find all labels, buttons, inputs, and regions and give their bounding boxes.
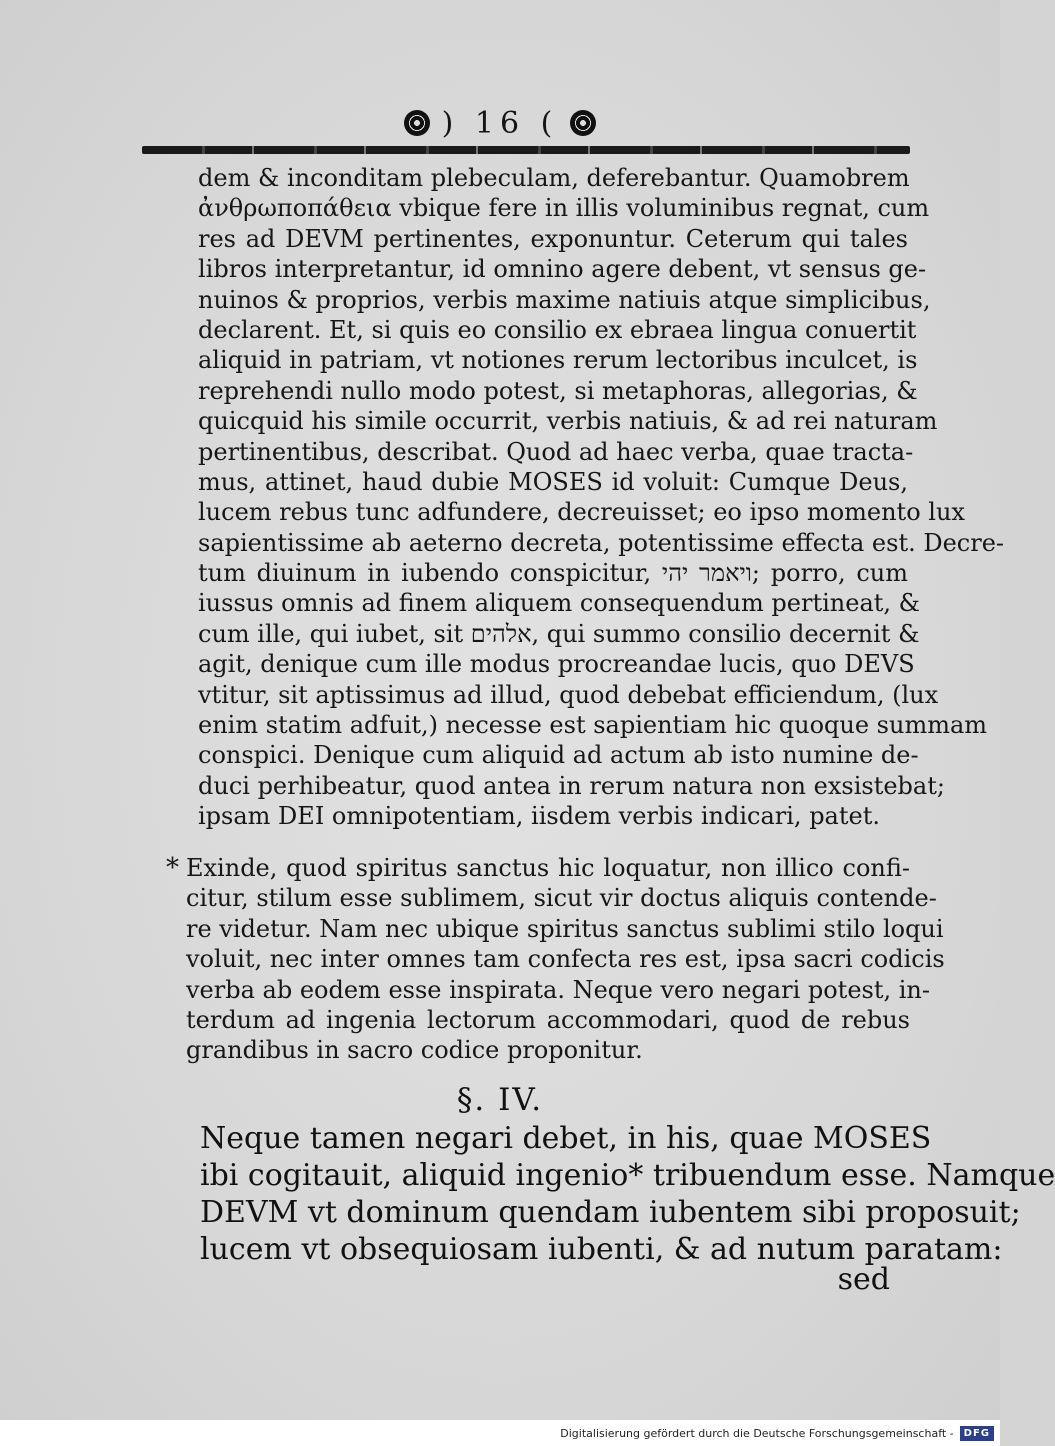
text-line: sapientissime ab aeterno decreta, potentissime effecta est. Decre- [198, 528, 1005, 557]
text-line: agit, denique cum ille modus procreandae lucis, quo DEVS [198, 650, 915, 679]
text-line: vtitur, sit aptissimus ad illud, quod debebat efficiendum, (lux [198, 680, 939, 709]
text-line: libros interpretantur, id omnino agere debent, vt sensus ge- [198, 255, 927, 284]
footnote-line: terdum ad ingenia lectorum accommodari, quod de rebus [186, 1005, 910, 1034]
text-line: iussus omnis ad finem aliquem consequendum pertineat, & [198, 589, 921, 618]
section-heading: §. IV. [456, 1082, 544, 1118]
text-line: cum ille, qui iubet, sit אלהים, qui summo consilio decernit & [198, 619, 920, 648]
footnote-marker: * [166, 853, 179, 883]
section-line: Neque tamen negari debet, in his, quae MOSES [200, 1121, 932, 1156]
footnote [166, 853, 945, 1066]
header-rule [142, 146, 910, 154]
text-line: pertinentibus, describat. Quod ad haec verba, quae tracta- [198, 437, 914, 466]
footnote-line: Exinde, quod spiritus sanctus hic loquatur, non illico confi- [186, 854, 910, 882]
page-header [0, 100, 1000, 146]
text-line: reprehendi nullo modo potest, si metaphoras, allegorias, & [198, 376, 918, 405]
digitization-footer [0, 1420, 1000, 1446]
text-line: conspici. Denique cum aliquid ad actum ab isto numine de- [198, 741, 919, 770]
section-text-block [200, 1120, 1055, 1268]
text-line: quicquid his simile occurrit, verbis natiuis, & ad rei naturam [198, 407, 938, 436]
text-line: nuinos & proprios, verbis maxime natiuis atque simplicibus, [198, 285, 931, 314]
funding-credit: Digitalisierung gefördert durch die Deutsche Forschungsgemeinschaft - [560, 1426, 954, 1440]
text-line: enim statim adfuit,) necesse est sapientiam hic quoque summam [198, 711, 988, 740]
footnote-line: voluit, nec inter omnes tam confecta res est, ipsa sacri codicis [186, 945, 945, 974]
text-line: declarent. Et, si quis eo consilio ex ebraea lingua conuertit [198, 315, 917, 344]
footnote-line: grandibus in sacro codice proponitur. [186, 1036, 643, 1065]
right-ornament-icon [570, 110, 596, 136]
footnote-line: verba ab eodem esse inspirata. Neque vero negari potest, in- [186, 975, 930, 1004]
footnote-line: citur, stilum esse sublimem, sicut vir doctus aliquis contende- [186, 884, 937, 913]
text-line: mus, attinet, haud dubie MOSES id voluit: Cumque Deus, [198, 467, 908, 496]
section-line: DEVM vt dominum quendam iubentem sibi proposuit; [200, 1195, 1021, 1230]
text-line: ipsam DEI omnipotentiam, iisdem verbis indicari, patet. [198, 802, 880, 831]
main-text-block [198, 163, 1005, 832]
text-line: duci perhibeatur, quod antea in rerum natura non exsistebat; [198, 771, 945, 800]
text-line: lucem rebus tunc adfundere, decreuisset; eo ipso momento lux [198, 498, 965, 527]
text-line: aliquid in patriam, vt notiones rerum lectoribus inculcet, is [198, 346, 918, 375]
dfg-logo: DFG [960, 1426, 994, 1441]
section-line: ibi cogitauit, aliquid ingenio* tribuendum esse. Namque [200, 1158, 1055, 1193]
left-ornament-icon [404, 110, 430, 136]
text-line: dem & inconditam plebeculam, deferebantur. Quamobrem [198, 164, 910, 192]
section-line: lucem vt obsequiosam iubenti, & ad nutum paratam: [200, 1232, 1003, 1267]
footnote-line: re videtur. Nam nec ubique spiritus sanctus sublimi stilo loqui [186, 914, 944, 943]
text-line: res ad DEVM pertinentes, exponuntur. Ceterum qui tales [198, 224, 908, 253]
text-line: ἀνθρωποπάθεια vbique fere in illis voluminibus regnat, cum [198, 194, 930, 223]
catchword: sed [837, 1262, 890, 1297]
page-number: ) 16 ( [441, 105, 559, 141]
text-line: tum diuinum in iubendo conspicitur, ויאמר יהי; porro, cum [198, 559, 908, 588]
footnote-text [170, 853, 945, 1066]
